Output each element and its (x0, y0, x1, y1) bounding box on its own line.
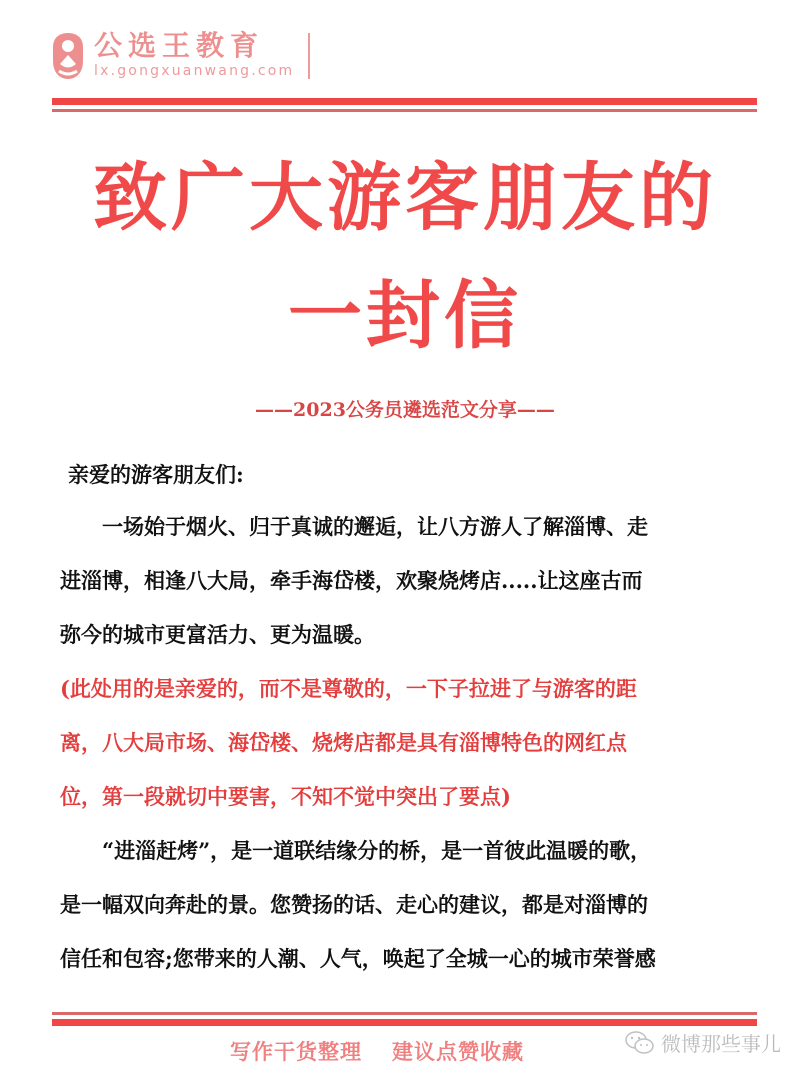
paragraph-line: 信任和包容;您带来的人潮、人气，唤起了全城一心的城市荣誉感 (60, 946, 656, 971)
note-line: 离，八大局市场、海岱楼、烧烤店都是具有淄博特色的网红点 (60, 730, 627, 755)
slogan-left: 写作干货整理 (230, 1039, 362, 1064)
watermark (625, 1028, 781, 1057)
letter-paragraph-1 (60, 500, 760, 662)
page-title-line1: 致广大游客朋友的 (93, 155, 717, 241)
logo-url: lx.gongxuanwang.com (94, 63, 295, 79)
annotation-note (60, 662, 760, 824)
wechat-icon (625, 1030, 655, 1056)
bottom-rule-thin (52, 1012, 757, 1015)
bottom-rule-thick (52, 1019, 757, 1026)
subtitle: ——2023公务员遴选范文分享—— (255, 399, 555, 421)
top-rule-thick (52, 98, 757, 105)
note-line: (此处用的是亲爱的，而不是尊敬的，一下子拉进了与游客的距 (60, 676, 637, 701)
letter-greeting: 亲爱的游客朋友们: (68, 462, 244, 487)
paragraph-line: 弥今的城市更富活力、更为温暖。 (60, 622, 375, 647)
footer-slogan (230, 1036, 524, 1066)
paragraph-line: “进淄赶烤”，是一道联结缘分的桥，是一首彼此温暖的歌， (102, 838, 652, 863)
gongxuanwang-logo-icon (50, 31, 86, 81)
paragraph-line: 是一幅双向奔赴的景。您赞扬的话、走心的建议，都是对淄博的 (60, 892, 648, 917)
logo-name: 公选王教育 (94, 29, 265, 62)
paragraph-line: 进淄博，相逢八大局，牵手海岱楼，欢聚烧烤店.....让这座古而 (60, 568, 643, 593)
watermark-text: 微博那些事儿 (661, 1032, 781, 1056)
paragraph-line: 一场始于烟火、归于真诚的邂逅，让八方游人了解淄博、走 (102, 514, 648, 539)
slogan-right: 建议点赞收藏 (392, 1039, 524, 1064)
note-line: 位，第一段就切中要害，不知不觉中突出了要点) (60, 784, 511, 809)
letter-paragraph-2 (60, 824, 760, 986)
brand-logo (50, 28, 310, 84)
logo-divider (308, 33, 310, 79)
page-title-line2: 一封信 (288, 273, 522, 359)
top-rule-thin (52, 109, 757, 112)
